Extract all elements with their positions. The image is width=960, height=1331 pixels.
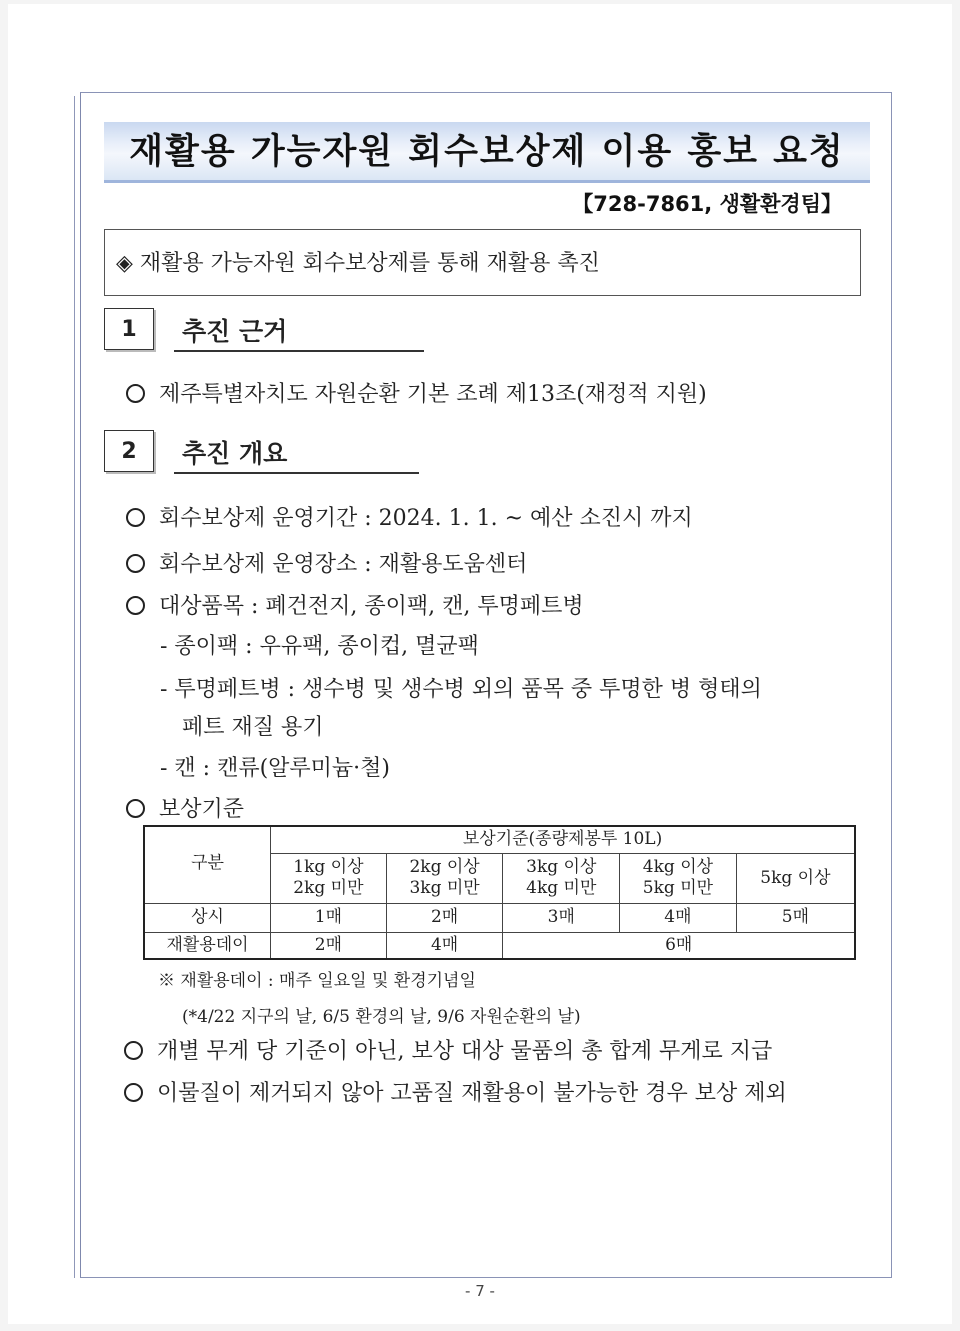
circle-bullet-icon xyxy=(126,384,145,403)
row-label: 상시 xyxy=(144,903,271,932)
col-header-line: 2kg 미만 xyxy=(293,878,364,898)
sub-item-can: - 캔 : 캔류(알루미늄·철) xyxy=(160,756,391,781)
col-header-line: 4kg 미만 xyxy=(526,878,597,898)
circle-bullet-icon xyxy=(126,554,145,573)
items-text: 대상품목 : 폐건전지, 종이팩, 캔, 투명페트병 xyxy=(159,594,584,619)
circle-bullet-icon xyxy=(126,799,145,818)
reward-table xyxy=(143,825,856,960)
summary-text: ◈ 재활용 가능자원 회수보상제를 통해 재활용 촉진 xyxy=(116,251,600,276)
sub-item-pet-cont: 페트 재질 용기 xyxy=(182,715,324,740)
table-note: ※ 재활용데이 : 매주 일요일 및 환경기념일 xyxy=(158,971,476,991)
col-header-line: 4kg 이상 xyxy=(642,857,714,877)
section-title: 추진 개요 xyxy=(182,439,288,468)
place-item xyxy=(126,547,527,578)
table-cell: 1매 xyxy=(271,903,387,932)
table-cell: 4매 xyxy=(386,932,503,959)
table-row xyxy=(144,932,855,959)
col-header-line: 3kg 미만 xyxy=(409,878,480,898)
col-header-line: 3kg 이상 xyxy=(526,857,597,877)
section-underline xyxy=(174,350,424,352)
criteria-item xyxy=(126,792,244,823)
frame-edge xyxy=(74,96,75,1278)
basis-item xyxy=(126,377,707,408)
section-number: 2 xyxy=(104,430,154,472)
table-cell: 3매 xyxy=(503,903,620,932)
circle-bullet-icon xyxy=(124,1041,143,1060)
circle-bullet-icon xyxy=(126,596,145,615)
contact-info: 【728-7861, 생활환경팀】 xyxy=(572,192,842,216)
col-header-line: 5kg 미만 xyxy=(642,878,714,898)
col-header-line: 2kg 이상 xyxy=(409,857,480,877)
rule-text: 개별 무게 당 기준이 아닌, 보상 대상 물품의 총 합계 무게로 지급 xyxy=(157,1039,773,1064)
table-col-header xyxy=(503,853,620,903)
row-label: 재활용데이 xyxy=(144,932,271,959)
period-item xyxy=(126,501,693,532)
table-cell: 6매 xyxy=(503,932,855,959)
rule-item xyxy=(124,1034,772,1065)
section-title: 추진 근거 xyxy=(182,317,288,346)
basis-text: 제주특별자치도 자원순환 기본 조례 제13조(재정적 지원) xyxy=(159,382,707,407)
sub-item-pet: - 투명페트병 : 생수병 및 생수병 외의 품목 중 투명한 병 형태의 xyxy=(160,677,762,702)
table-cell: 4매 xyxy=(620,903,737,932)
table-col-header xyxy=(271,853,387,903)
section-number: 1 xyxy=(104,308,154,350)
place-text: 회수보상제 운영장소 : 재활용도움센터 xyxy=(159,552,528,577)
rule-item xyxy=(124,1076,787,1107)
section-underline xyxy=(174,472,419,474)
table-col-header: 5kg 이상 xyxy=(736,853,855,903)
table-row xyxy=(144,903,855,932)
sub-item-paper: - 종이팩 : 우유팩, 종이컵, 멸균팩 xyxy=(160,634,479,659)
table-cell: 5매 xyxy=(736,903,855,932)
col-header-line: 1kg 이상 xyxy=(293,857,364,877)
period-text: 회수보상제 운영기간 : 2024. 1. 1. ~ 예산 소진시 까지 xyxy=(159,506,693,531)
criteria-text: 보상기준 xyxy=(159,797,245,822)
items-item xyxy=(126,589,584,620)
circle-bullet-icon xyxy=(124,1083,143,1102)
table-corner: 구분 xyxy=(144,826,271,903)
circle-bullet-icon xyxy=(126,508,145,527)
page-title: 재활용 가능자원 회수보상제 이용 홍보 요청 xyxy=(129,132,845,172)
table-cell: 2매 xyxy=(386,903,503,932)
table-col-header xyxy=(620,853,737,903)
table-cell: 2매 xyxy=(271,932,387,959)
table-col-header xyxy=(386,853,503,903)
page-number: - 7 - xyxy=(465,1282,495,1300)
rule-text: 이물질이 제거되지 않아 고품질 재활용이 불가능한 경우 보상 제외 xyxy=(157,1081,787,1106)
table-group-header: 보상기준(종량제봉투 10L) xyxy=(271,826,855,853)
table-note-detail: (*4/22 지구의 날, 6/5 환경의 날, 9/6 자원순환의 날) xyxy=(182,1007,581,1027)
